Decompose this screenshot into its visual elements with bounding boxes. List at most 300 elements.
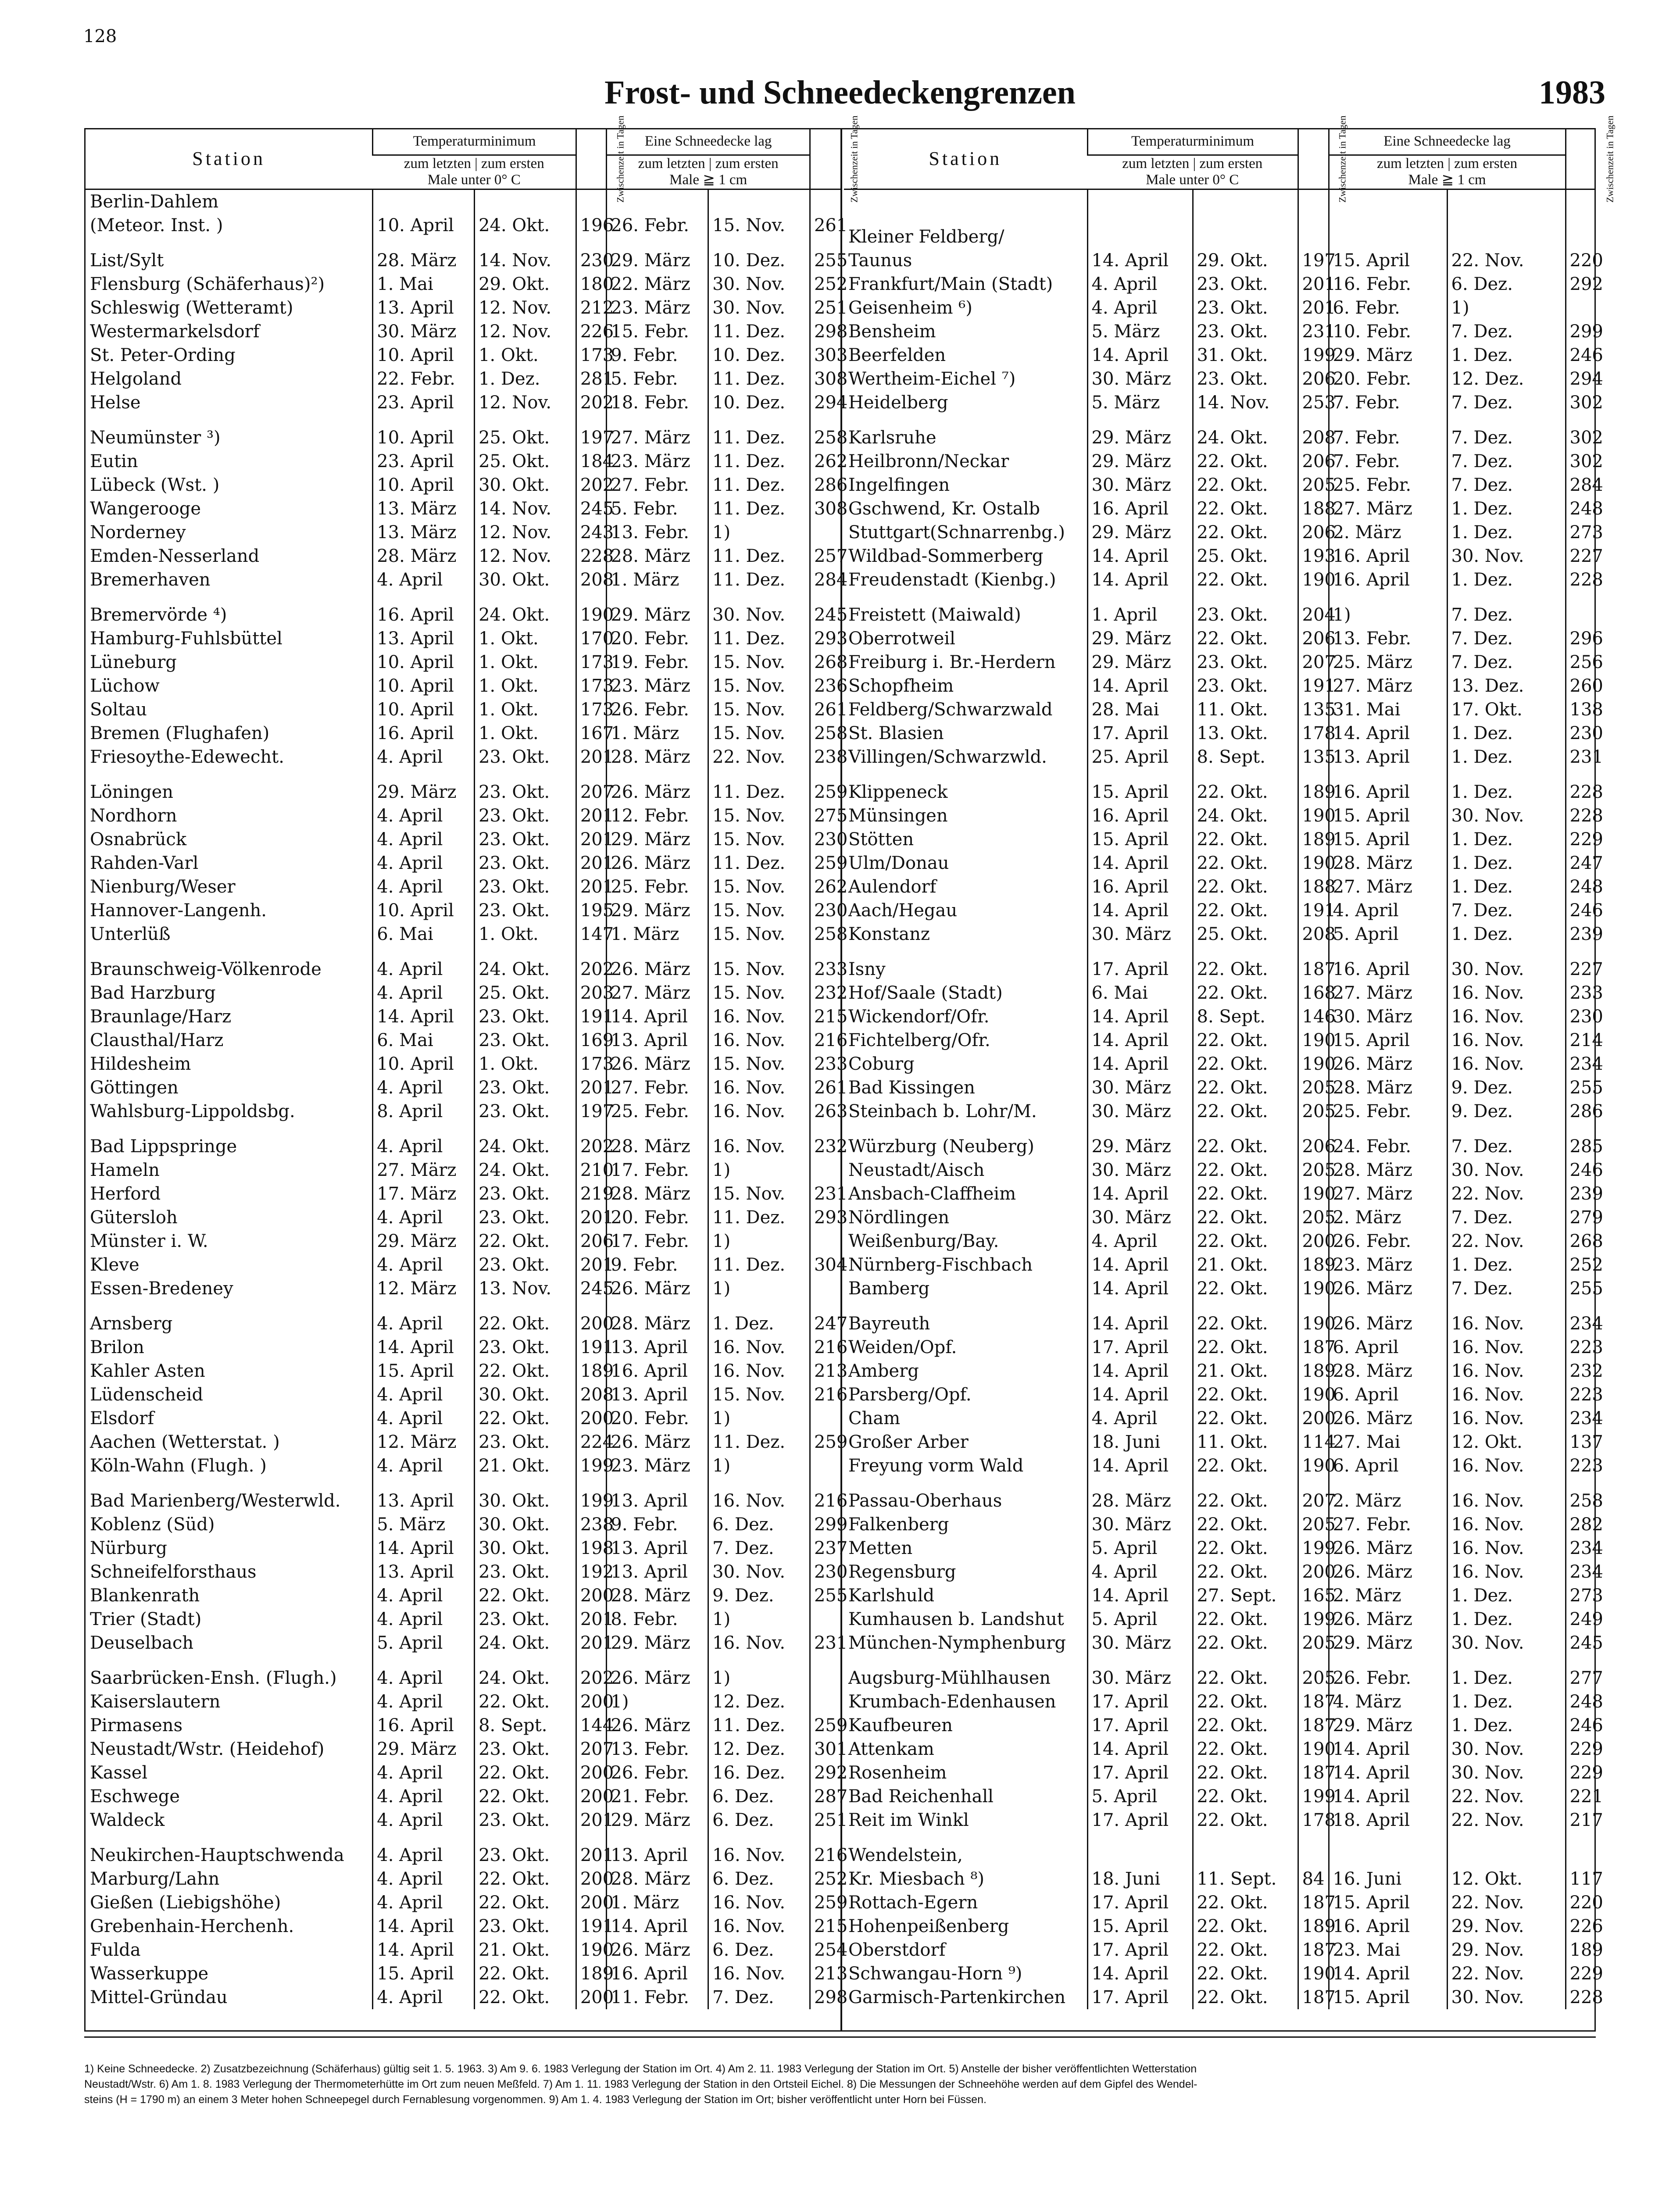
station-name: Rosenheim: [848, 1763, 947, 1783]
temp-last-frost: 15. April: [1087, 780, 1193, 804]
snow-first: 1. Dez.: [1447, 745, 1566, 769]
snow-first: 1. Dez.: [1447, 780, 1566, 804]
snow-first: 7. Dez.: [1447, 603, 1566, 627]
snow-free-days: 234: [1566, 1312, 1596, 1336]
snow-first: 30. Nov.: [708, 1560, 810, 1584]
table-row: [86, 1076, 840, 1100]
station-name: Flensburg (Schäferhaus)²): [90, 274, 325, 295]
snow-free-days: 233: [810, 1052, 840, 1076]
station-name: Rottach-Egern: [848, 1893, 978, 1913]
temp-first-frost: 23. Okt.: [475, 804, 576, 828]
station-name: [86, 237, 373, 249]
spacer-row: [844, 1300, 1596, 1312]
station-name: Aachen (Wetterstat. ): [90, 1432, 280, 1453]
snow-last: 27. Mai: [1329, 1430, 1447, 1454]
temp-first-frost: 22. Okt.: [1193, 1607, 1298, 1631]
snow-free-days: 238: [810, 745, 840, 769]
snow-first: 16. Nov.: [708, 1076, 810, 1100]
station-name: [844, 769, 1087, 780]
snow-free-days: [810, 1655, 840, 1666]
snow-first: 1. Dez.: [1447, 922, 1566, 946]
table-row: [86, 1158, 840, 1182]
page-year: 1983: [1539, 74, 1605, 111]
snow-first: [708, 1123, 810, 1135]
station-name: Deuselbach: [90, 1633, 194, 1654]
snow-free-days: 231: [1566, 745, 1596, 769]
table-row: [844, 1631, 1596, 1655]
temp-last-frost: 4. April: [373, 1666, 475, 1690]
snow-first: 22. Nov.: [1447, 249, 1566, 272]
snow-first: 1): [708, 1277, 810, 1300]
snow-free-days: 228: [1566, 568, 1596, 592]
page-number: 128: [83, 26, 117, 46]
station-name: Bad Harzburg: [90, 983, 216, 1004]
snow-last: 29. März: [1329, 1714, 1447, 1737]
temp-last-frost: 29. März: [373, 780, 475, 804]
snow-free-days: 287: [810, 1785, 840, 1808]
temp-first-frost: [475, 1655, 576, 1666]
temp-last-frost: 17. April: [1087, 721, 1193, 745]
snow-first: 22. Nov.: [708, 745, 810, 769]
station-name: Beerfelden: [848, 345, 946, 366]
station-name: Lüneburg: [90, 652, 177, 673]
snow-first: 16. Nov.: [708, 1359, 810, 1383]
temp-last-frost: 16. April: [373, 603, 475, 627]
snow-first: 7. Dez.: [1447, 473, 1566, 497]
frost-free-days: 189: [1298, 1914, 1329, 1938]
station-name: [844, 592, 1087, 603]
table-row: [86, 1536, 840, 1560]
snow-first: 30. Nov.: [1447, 1761, 1566, 1785]
temp-last-frost: [373, 1832, 475, 1843]
frost-free-days: 206: [1298, 521, 1329, 544]
frost-free-days: 202: [576, 1666, 607, 1690]
temp-first-frost: 31. Okt.: [1193, 343, 1298, 367]
station-name: Trier (Stadt): [90, 1609, 202, 1630]
snow-free-days: 303: [810, 343, 840, 367]
station-name: Garmisch-Partenkirchen: [848, 1987, 1066, 2008]
snow-last: 26. Febr.: [607, 698, 708, 721]
temp-last-frost: 13. April: [373, 1489, 475, 1513]
temp-last-frost: 14. April: [1087, 568, 1193, 592]
station-name: Kahler Asten: [90, 1361, 205, 1382]
frost-free-days: 205: [1298, 473, 1329, 497]
snow-last: 19. Febr.: [607, 650, 708, 674]
temp-first-frost: 30. Okt.: [475, 568, 576, 592]
temp-first-frost: 13. Okt.: [1193, 721, 1298, 745]
snow-first: 11. Dez.: [708, 780, 810, 804]
snow-last: 27. März: [1329, 497, 1447, 521]
snow-first: 7. Dez.: [1447, 627, 1566, 650]
snow-last: [1329, 214, 1447, 225]
table-row: [844, 957, 1596, 981]
frost-free-days: 196: [576, 214, 607, 237]
snow-last: 4. April: [1329, 899, 1447, 922]
table-row: [86, 1666, 840, 1690]
frost-free-days: 187: [1298, 1690, 1329, 1714]
snow-last: [607, 1655, 708, 1666]
snow-free-days: 302: [1566, 426, 1596, 450]
station-name: Bad Lippspringe: [90, 1136, 237, 1157]
snow-free-days: 229: [1566, 1737, 1596, 1761]
temp-last-frost: 4. April: [373, 851, 475, 875]
frost-free-days: 228: [576, 544, 607, 568]
snow-first: 22. Nov.: [1447, 1808, 1566, 1832]
snow-first: 6. Dez.: [708, 1938, 810, 1962]
frost-free-days: 188: [1298, 497, 1329, 521]
temp-first-frost: 23. Okt.: [475, 1843, 576, 1867]
station-name: Würzburg (Neuberg): [848, 1136, 1034, 1157]
snow-free-days: 232: [810, 981, 840, 1005]
snow-first: 16. Nov.: [1447, 1312, 1566, 1336]
snow-free-days: 294: [810, 391, 840, 414]
temp-first-frost: [475, 189, 576, 214]
snow-first: 7. Dez.: [1447, 1206, 1566, 1229]
snow-last: 28. März: [607, 1867, 708, 1891]
snow-free-days: 230: [810, 899, 840, 922]
table-row: [844, 272, 1596, 296]
station-name: Hameln: [90, 1160, 160, 1181]
frost-free-days: 135: [1298, 698, 1329, 721]
station-name: Münster i. W.: [90, 1231, 208, 1252]
temp-last-frost: 30. März: [1087, 1631, 1193, 1655]
frost-free-days: 135: [1298, 745, 1329, 769]
snow-last: 25. Febr.: [1329, 1100, 1447, 1123]
frost-free-days: 208: [576, 1383, 607, 1407]
station-name: Villingen/Schwarzwld.: [848, 747, 1047, 768]
station-name: Kleve: [90, 1255, 139, 1275]
table-row: [86, 1206, 840, 1229]
snow-first: 15. Nov.: [708, 875, 810, 899]
frost-free-days: 207: [576, 1737, 607, 1761]
table-row: [86, 189, 840, 214]
snow-last: 26. März: [607, 1938, 708, 1962]
table-row: [86, 1891, 840, 1914]
snow-first: 16. Nov.: [708, 1336, 810, 1359]
snow-free-days: 221: [1566, 1785, 1596, 1808]
snow-first: 6. Dez.: [708, 1785, 810, 1808]
frost-free-days: [576, 1832, 607, 1843]
station-name: Münsingen: [848, 806, 948, 826]
temp-last-frost: 4. April: [373, 1454, 475, 1478]
station-name: (Meteor. Inst. ): [90, 215, 223, 236]
snow-last: 26. März: [607, 851, 708, 875]
snow-first: [1447, 1478, 1566, 1489]
page-title: Frost- und Schneedeckengrenzen: [604, 74, 1076, 111]
table-row: [844, 1100, 1596, 1123]
table-row: [844, 1229, 1596, 1253]
snow-free-days: [810, 521, 840, 544]
temp-first-frost: 22. Okt.: [1193, 1690, 1298, 1714]
table-row: [86, 1714, 840, 1737]
snow-free-days: 261: [810, 698, 840, 721]
frost-free-days: 190: [1298, 1029, 1329, 1052]
table-row: [86, 1737, 840, 1761]
table-row: [86, 957, 840, 981]
snow-last: 25. Febr.: [607, 875, 708, 899]
frost-free-days: 205: [1298, 1206, 1329, 1229]
temp-first-frost: 23. Okt.: [475, 1336, 576, 1359]
table-row: [86, 544, 840, 568]
snow-last: 2. März: [1329, 1584, 1447, 1607]
station-name: Helgoland: [90, 369, 182, 389]
table-row: [86, 214, 840, 237]
temp-first-frost: 1. Dez.: [475, 367, 576, 391]
temp-first-frost: [475, 1832, 576, 1843]
temp-first-frost: 30. Okt.: [475, 1489, 576, 1513]
temp-first-frost: 22. Okt.: [1193, 1206, 1298, 1229]
snow-last: [607, 946, 708, 957]
snow-first: 1. Dez.: [1447, 568, 1566, 592]
snow-last: 9. Febr.: [607, 1253, 708, 1277]
snow-last: 6. April: [1329, 1336, 1447, 1359]
table-row: [86, 1489, 840, 1513]
snow-first: [1447, 414, 1566, 426]
temp-first-frost: 24. Okt.: [475, 957, 576, 981]
zwischenzeit-header: Zwischenzeit in Tagen: [1566, 129, 1596, 189]
frost-free-days: 200: [1298, 1560, 1329, 1584]
snow-last: 28. März: [1329, 851, 1447, 875]
temp-first-frost: 22. Okt.: [475, 1785, 576, 1808]
snow-free-days: [810, 1832, 840, 1843]
temp-last-frost: 14. April: [1087, 1962, 1193, 1986]
station-name: Bad Kissingen: [848, 1078, 975, 1098]
snow-free-days: 302: [1566, 450, 1596, 473]
temp-last-frost: 17. April: [1087, 957, 1193, 981]
frost-free-days: 201: [1298, 296, 1329, 320]
snow-first: 1): [708, 1158, 810, 1182]
table-row: [86, 875, 840, 899]
temp-first-frost: 23. Okt.: [475, 875, 576, 899]
station-name: [844, 946, 1087, 957]
snow-first: 1. Dez.: [1447, 1666, 1566, 1690]
table-row: [844, 650, 1596, 674]
temp-first-frost: 23. Okt.: [1193, 320, 1298, 343]
frost-free-days: 207: [1298, 1489, 1329, 1513]
temp-last-frost: 16. April: [1087, 497, 1193, 521]
snow-free-days: 260: [1566, 674, 1596, 698]
temp-last-frost: 28. März: [373, 249, 475, 272]
station-name: Geisenheim ⁶): [848, 298, 972, 318]
frost-free-days: 178: [1298, 1808, 1329, 1832]
snow-free-days: [810, 1607, 840, 1631]
snow-last: [1329, 769, 1447, 780]
table-row: [86, 272, 840, 296]
temp-last-frost: 14. April: [1087, 249, 1193, 272]
temp-last-frost: 30. März: [1087, 1513, 1193, 1536]
snow-last: [1329, 1832, 1447, 1843]
frost-free-days: 187: [1298, 1714, 1329, 1737]
station-name: Saarbrücken-Ensh. (Flugh.): [90, 1668, 337, 1689]
table-row: [86, 568, 840, 592]
snow-last: 23. März: [1329, 1253, 1447, 1277]
snow-last: 29. März: [1329, 1631, 1447, 1655]
station-name: Kaufbeuren: [848, 1715, 953, 1736]
temp-last-frost: 1. Mai: [373, 272, 475, 296]
table-row: [86, 1843, 840, 1867]
station-name: [86, 1832, 373, 1843]
temp-first-frost: 24. Okt.: [1193, 804, 1298, 828]
temp-first-frost: 29. Okt.: [475, 272, 576, 296]
snow-last: 16. April: [1329, 568, 1447, 592]
snow-last: 6. April: [1329, 1383, 1447, 1407]
table-row: [86, 1986, 840, 2009]
snow-first: 12. Dez.: [708, 1737, 810, 1761]
temp-first-frost: 1. Okt.: [475, 674, 576, 698]
temp-first-frost: 22. Okt.: [475, 1229, 576, 1253]
snow-last: [607, 1300, 708, 1312]
temp-first-frost: 11. Okt.: [1193, 1430, 1298, 1454]
snow-free-days: 286: [810, 473, 840, 497]
station-name: Nördlingen: [848, 1207, 950, 1228]
snow-first: 16. Nov.: [1447, 1560, 1566, 1584]
table-row: [86, 1253, 840, 1277]
snow-last: [1329, 1300, 1447, 1312]
snow-first: 16. Nov.: [1447, 1336, 1566, 1359]
snow-free-days: [1566, 225, 1596, 249]
snow-free-days: 234: [1566, 1536, 1596, 1560]
station-name: [86, 592, 373, 603]
snow-first: [708, 1655, 810, 1666]
temp-first-frost: 1. Okt.: [475, 721, 576, 745]
table-row: [86, 650, 840, 674]
snow-free-days: 231: [810, 1182, 840, 1206]
station-name: [844, 1123, 1087, 1135]
station-name: Marburg/Lahn: [90, 1869, 220, 1889]
snow-last: [1329, 1123, 1447, 1135]
station-name: Clausthal/Harz: [90, 1030, 224, 1051]
frost-free-days: 206: [576, 1229, 607, 1253]
snow-first: 11. Dez.: [708, 568, 810, 592]
station-table-right: [844, 115, 1616, 2009]
temp-last-frost: 30. März: [1087, 1076, 1193, 1100]
snow-first: 1): [1447, 296, 1566, 320]
temp-first-frost: [1193, 592, 1298, 603]
snow-first: 15. Nov.: [708, 1182, 810, 1206]
temp-last-frost: [1087, 189, 1193, 214]
table-row: [86, 497, 840, 521]
snow-first: 1. Dez.: [1447, 521, 1566, 544]
temp-first-frost: 22. Okt.: [1193, 1785, 1298, 1808]
temp-first-frost: 22. Okt.: [1193, 1914, 1298, 1938]
snow-last: 27. Febr.: [607, 473, 708, 497]
snow-first: [708, 1478, 810, 1489]
snow-last: 16. Febr.: [1329, 272, 1447, 296]
snow-last: 6. Febr.: [1329, 296, 1447, 320]
temp-last-frost: [373, 769, 475, 780]
snow-free-days: 227: [1566, 957, 1596, 981]
temp-last-frost: 4. April: [373, 1785, 475, 1808]
snow-last: 13. April: [607, 1489, 708, 1513]
snow-first: 15. Nov.: [708, 1383, 810, 1407]
station-name: Kaiserslautern: [90, 1692, 221, 1712]
frost-free-days: 201: [1298, 272, 1329, 296]
snow-last: 28. März: [607, 745, 708, 769]
frost-free-days: 200: [576, 1867, 607, 1891]
frost-free-days: [576, 1300, 607, 1312]
snow-free-days: 230: [1566, 721, 1596, 745]
spacer-row: [844, 769, 1596, 780]
temp-first-frost: 22. Okt.: [1193, 1052, 1298, 1076]
spacer-row: [86, 237, 840, 249]
temp-last-frost: 5. März: [1087, 320, 1193, 343]
snow-first: 29. Nov.: [1447, 1938, 1566, 1962]
frost-free-days: 224: [576, 1430, 607, 1454]
snow-last: 1. März: [607, 721, 708, 745]
temp-first-frost: 23. Okt.: [1193, 603, 1298, 627]
station-name: Neustadt/Aisch: [848, 1160, 985, 1181]
snow-free-days: [810, 1478, 840, 1489]
temp-last-frost: 4. April: [373, 828, 475, 851]
snow-last: 1): [607, 1690, 708, 1714]
snow-first: 30. Nov.: [708, 272, 810, 296]
snow-last: [607, 592, 708, 603]
station-name: Helse: [90, 393, 141, 413]
table-row: [86, 1407, 840, 1430]
snow-free-days: 234: [1566, 1407, 1596, 1430]
table-row: [844, 1914, 1596, 1938]
snow-last: [1329, 414, 1447, 426]
snow-first: 16. Nov.: [1447, 1454, 1566, 1478]
temp-last-frost: 4. April: [373, 568, 475, 592]
frost-free-days: 243: [576, 521, 607, 544]
frost-free-days: 199: [1298, 343, 1329, 367]
temp-last-frost: 4. April: [373, 981, 475, 1005]
table-row: [86, 1052, 840, 1076]
temp-sub-header: zum letzten | zum ersten Male unter 0° C: [373, 155, 576, 189]
temp-last-frost: 4. April: [373, 1312, 475, 1336]
table-row: [844, 1135, 1596, 1158]
snow-last: 30. März: [1329, 1005, 1447, 1029]
station-name: St. Blasien: [848, 723, 944, 744]
spacer-row: [86, 1478, 840, 1489]
snow-free-days: 258: [1566, 1489, 1596, 1513]
snow-last: 20. Febr.: [607, 1407, 708, 1430]
snow-first: 1. Dez.: [1447, 1253, 1566, 1277]
snow-first: 15. Nov.: [708, 828, 810, 851]
snow-free-days: [810, 1123, 840, 1135]
temp-last-frost: 14. April: [373, 1536, 475, 1560]
frost-free-days: 202: [576, 391, 607, 414]
station-name: Bamberg: [848, 1279, 930, 1299]
snow-last: 14. April: [1329, 1761, 1447, 1785]
station-header: Station: [86, 129, 373, 189]
snow-free-days: [1566, 1655, 1596, 1666]
snow-first: 10. Dez.: [708, 343, 810, 367]
frost-free-days: 201: [576, 1076, 607, 1100]
temp-last-frost: 17. April: [1087, 1808, 1193, 1832]
temp-first-frost: 24. Okt.: [475, 1666, 576, 1690]
frost-free-days: 147: [576, 922, 607, 946]
snow-free-days: 284: [1566, 473, 1596, 497]
snow-last: 28. März: [607, 1312, 708, 1336]
snow-free-days: 251: [810, 1808, 840, 1832]
temp-first-frost: [475, 1300, 576, 1312]
table-row: [86, 1100, 840, 1123]
snow-last: 27. März: [1329, 981, 1447, 1005]
table-row: [844, 627, 1596, 650]
temp-first-frost: 22. Okt.: [1193, 1536, 1298, 1560]
snow-first: 22. Nov.: [1447, 1785, 1566, 1808]
table-row: [86, 1938, 840, 1962]
station-name: Essen-Bredeney: [90, 1279, 233, 1299]
table-row: [844, 1005, 1596, 1029]
temp-last-frost: 4. April: [373, 1867, 475, 1891]
frost-free-days: 205: [1298, 1158, 1329, 1182]
table-row: [86, 343, 840, 367]
frost-free-days: 114: [1298, 1430, 1329, 1454]
station-name: Neumünster ³): [90, 428, 221, 448]
